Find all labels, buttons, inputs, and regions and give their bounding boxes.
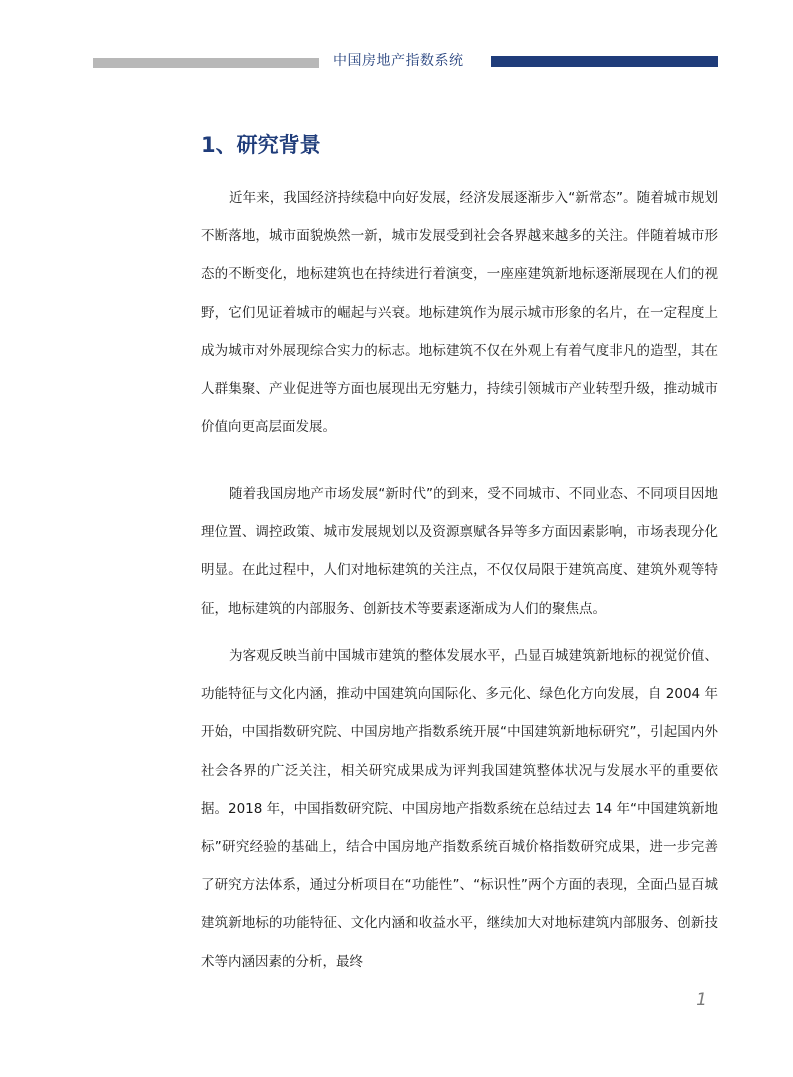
body-paragraph-3: 为客观反映当前中国城市建筑的整体发展水平，凸显百城建筑新地标的视觉价值、功能特征与文化内涵，推动中国建筑向国际化、多元化、绿色化方向发展，自 2004 年开始，中国指数研究院、中国房地产指数系统开展“中国建筑新地标研究”，引起国内外社会各界的广泛关注，相关研究成果成为评判我国建筑整体状况与发展水平的重要依据。2018 年，中国指数研究院、中国房地产指数系统在总结过去 14 年“中国建筑新地标”研究经验的基础上，结合中国房地产指数系统百城价格指数研究成果，进一步完善了研究方法体系，通过分析项目在“功能性”、“标识性”两个方面的表现，全面凸显百城建筑新地标的功能特征、文化内涵和收益水平，继续加大对地标建筑内部服务、创新技术等内涵因素的分析，最终 bbox=[201, 648, 718, 970]
body-paragraph-1: 近年来，我国经济持续稳中向好发展，经济发展逐渐步入“新常态”。随着城市规划不断落地，城市面貌焕然一新，城市发展受到社会各界越来越多的关注。伴随着城市形态的不断变化，地标建筑也在持续进行着演变，一座座建筑新地标逐渐展现在人们的视野，它们见证着城市的崛起与兴衰。地标建筑作为展示城市形象的名片，在一定程度上成为城市对外展现综合实力的标志。地标建筑不仅在外观上有着气度非凡的造型，其在人群集聚、产业促进等方面也展现出无穷魅力，持续引领城市产业转型升级，推动城市价值向更高层面发展。 bbox=[201, 190, 718, 436]
header-rule-left bbox=[93, 58, 319, 68]
header-title: 中国房地产指数系统 bbox=[333, 53, 464, 69]
body-paragraph-2: 随着我国房地产市场发展“新时代”的到来，受不同城市、不同业态、不同项目因地理位置、调控政策、城市发展规划以及资源禀赋各异等多方面因素影响，市场表现分化明显。在此过程中，人们对地标建筑的关注点，不仅仅局限于建筑高度、建筑外观等特征，地标建筑的内部服务、创新技术等要素逐渐成为人们的聚焦点。 bbox=[201, 486, 718, 617]
section-title: 1、研究背景 bbox=[201, 133, 321, 157]
header-rule-right bbox=[491, 56, 718, 67]
page-number: 1 bbox=[696, 990, 707, 1010]
